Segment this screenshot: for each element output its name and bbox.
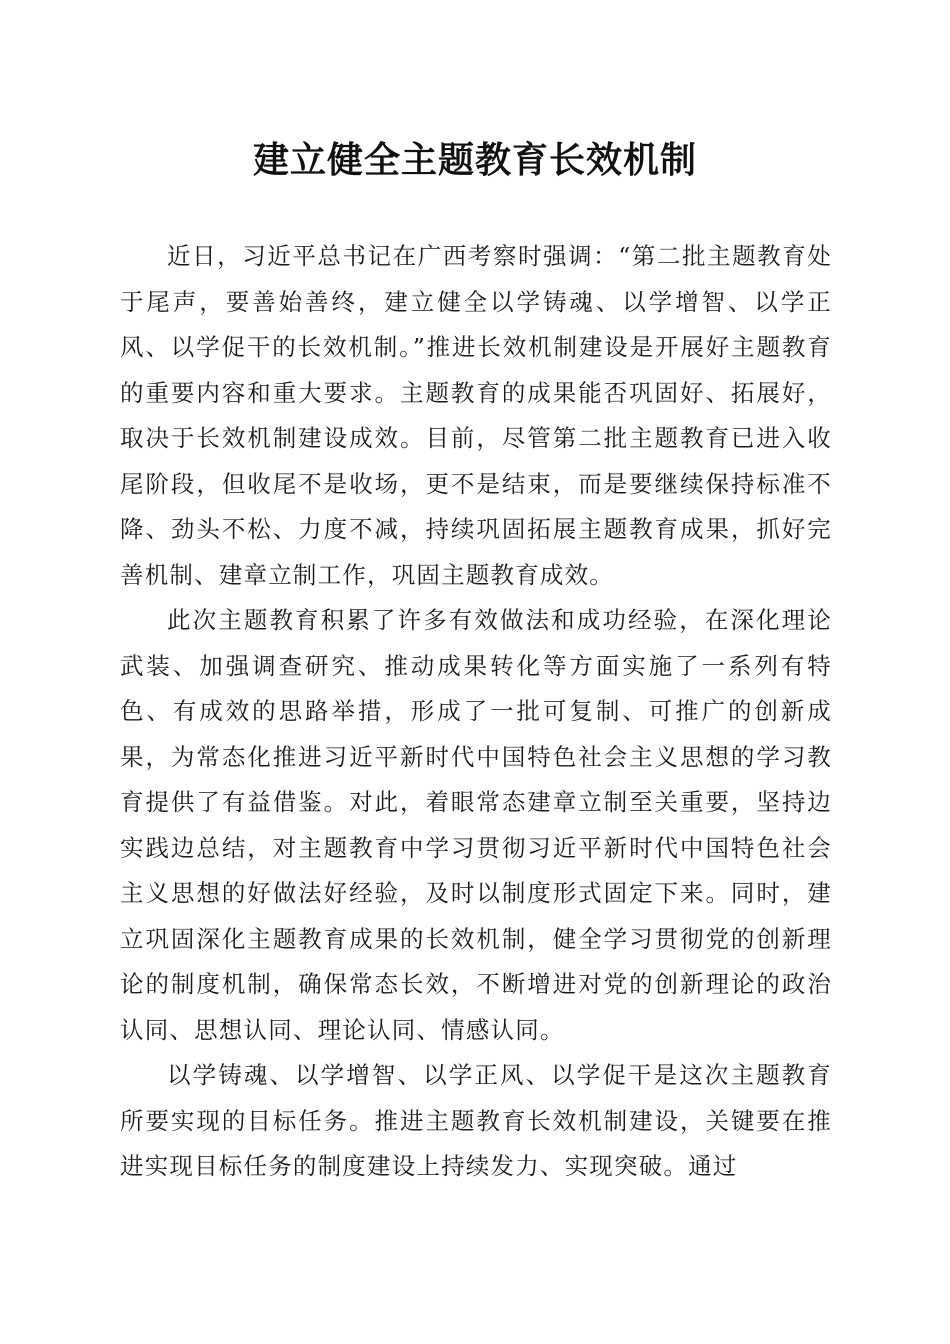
paragraph: 以学铸魂、以学增智、以学正风、以学促干是这次主题教育所要实现的目标任务。推进主题教育长效机制建设，关键要在推进实现目标任务的制度建设上持续发力、实现突破。通过 [120,1061,832,1180]
document-body [120,234,832,1190]
paragraph: 近日，习近平总书记在广西考察时强调：“第二批主题教育处于尾声，要善始善终，建立健全以学铸魂、以学增智、以学正风、以学促干的长效机制。”推进长效机制建设是开展好主题教育的重要内容和重大要求。主题教育的成果能否巩固好、拓展好，取决于长效机制建设成效。目前，尽管第二批主题教育已进入收尾阶段，但收尾不是收场，更不是结束，而是要继续保持标准不降、劲头不松、力度不减，持续巩固拓展主题教育成果，抓好完善机制、建章立制工作，巩固主题教育成效。 [120,242,832,589]
document-title: 建立健全主题教育长效机制 [252,139,697,181]
paragraph: 此次主题教育积累了许多有效做法和成功经验，在深化理论武装、加强调查研究、推动成果转化等方面实施了一系列有特色、有成效的思路举措，形成了一批可复制、可推广的创新成果，为常态化推进习近平新时代中国特色社会主义思想的学习教育提供了有益借鉴。对此，着眼常态建章立制至关重要，坚持边实践边总结，对主题教育中学习贯彻习近平新时代中国特色社会主义思想的好做法好经验，及时以制度形式固定下来。同时，建立巩固深化主题教育成果的长效机制，健全学习贯彻党的创新理论的制度机制，确保常态长效，不断增进对党的创新理论的政治认同、思想认同、理论认同、情感认同。 [120,606,832,1044]
